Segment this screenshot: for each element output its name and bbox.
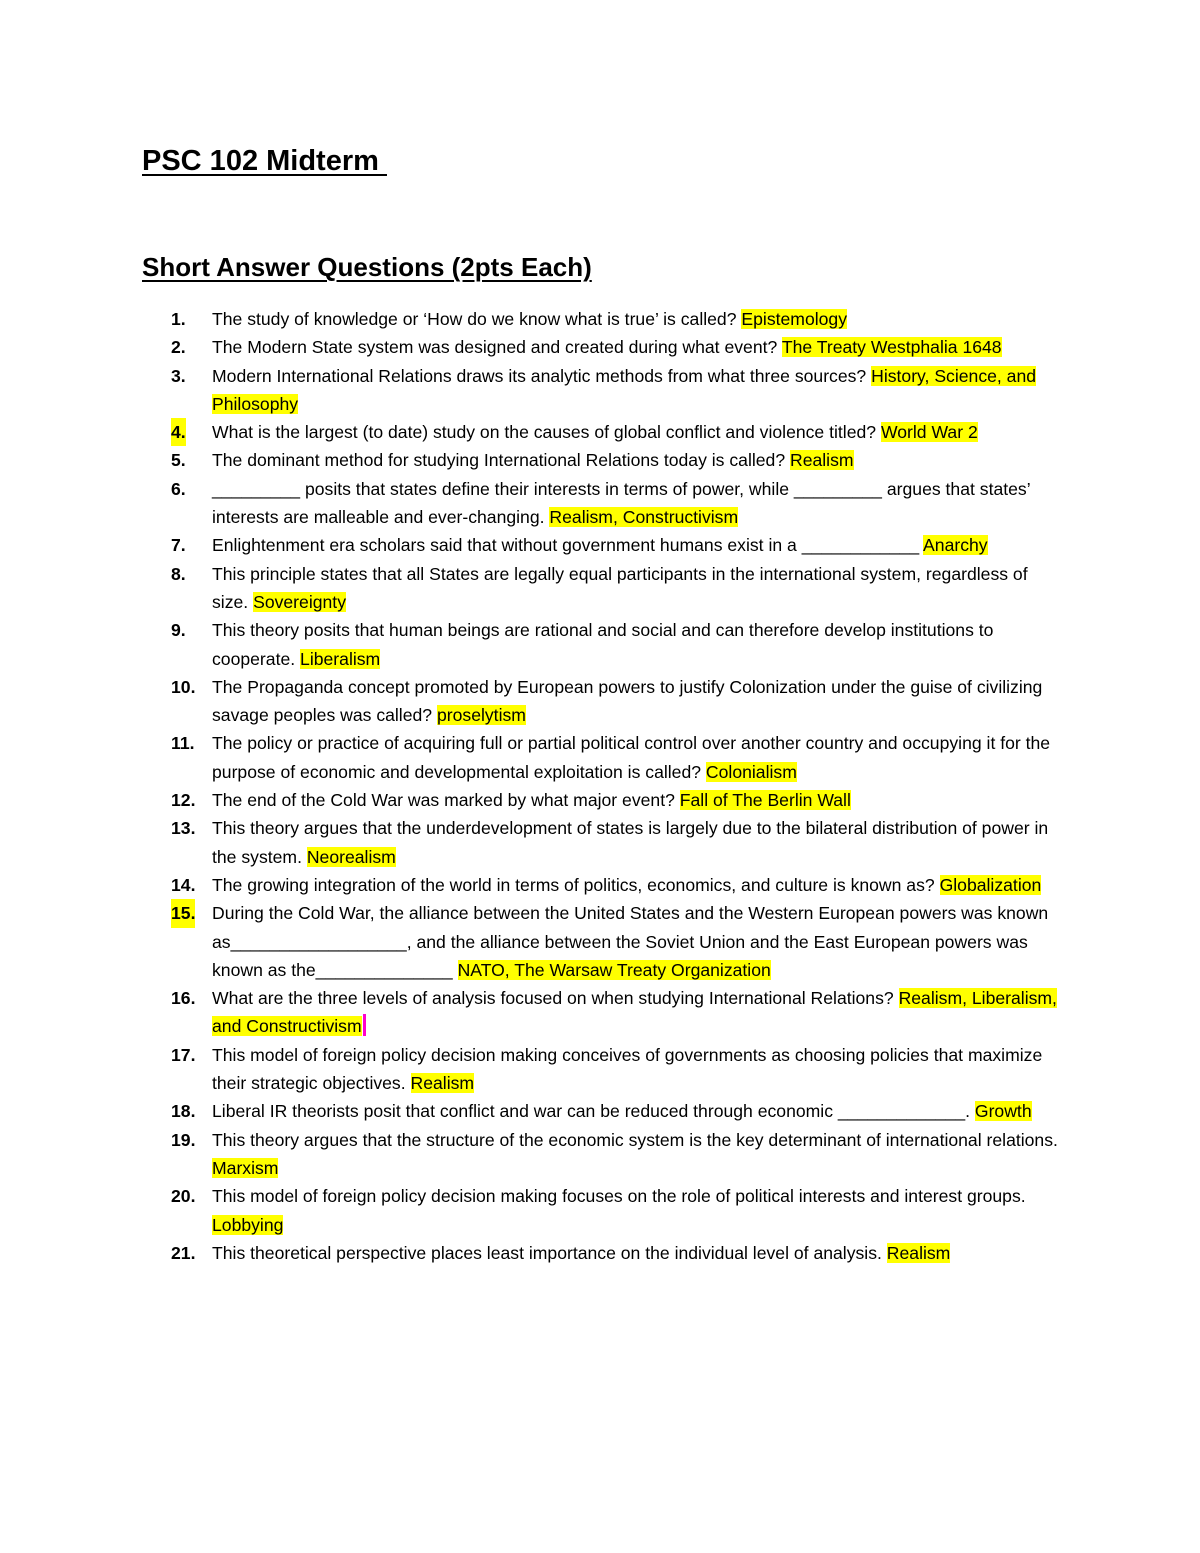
answer-highlight: Neorealism (306, 846, 396, 867)
question-number: 3. (171, 365, 186, 386)
question-number: 16. (171, 988, 196, 1009)
question-item (171, 984, 1061, 1041)
question-text: This model of foreign policy decision making focuses on the role of political interests and interest groups. (212, 1186, 1026, 1207)
question-text: The Propaganda concept promoted by European powers to justify Colonization under the guise of civilizing savage peoples was called? (212, 676, 1043, 726)
question-number: 4. (171, 418, 186, 446)
question-text: This principle states that all States are legally equal participants in the international system, regardless of size. (212, 563, 1028, 612)
question-item (171, 418, 1061, 446)
answer-highlight: History, Science, and Philosophy (212, 365, 1037, 414)
question-number: 5. (171, 450, 186, 471)
question-number: 10. (171, 676, 196, 697)
question-item (171, 1126, 1061, 1183)
question-text: This theoretical perspective places least importance on the individual level of analysis. (212, 1242, 887, 1263)
answer-highlight: Realism, Constructivism (549, 507, 739, 528)
question-text: Modern International Relations draws its analytic methods from what three sources? (212, 365, 872, 386)
text-cursor-mark (363, 1014, 366, 1036)
question-item (171, 616, 1061, 673)
answer-highlight: Epistemology (741, 309, 848, 329)
question-number: 14. (171, 874, 196, 895)
question-number: 20. (171, 1186, 196, 1207)
question-text: The study of knowledge or ‘How do we know what is true’ is called? (212, 309, 742, 329)
question-item (171, 446, 1061, 474)
question-text: This theory argues that the underdevelopment of states is largely due to the bilateral distribution of power in the system. (212, 818, 1049, 867)
question-item (171, 333, 1061, 361)
question-text: This theory argues that the structure of the economic system is the key determinant of international relations. (212, 1129, 1058, 1150)
question-text: Enlightenment era scholars said that without government humans exist in a ____________ (212, 535, 924, 556)
answer-highlight: Fall of The Berlin Wall (679, 790, 851, 811)
question-text: This model of foreign policy decision making conceives of governments as choosing policies that maximize their strategic objectives. (212, 1044, 1043, 1094)
question-number: 13. (171, 818, 196, 839)
question-number: 2. (171, 337, 186, 358)
question-item (171, 729, 1061, 786)
question-item (171, 305, 1061, 333)
answer-highlight: Colonialism (705, 761, 797, 782)
answer-highlight: Realism (410, 1073, 475, 1094)
answer-highlight: Realism (790, 450, 854, 471)
question-item (171, 673, 1061, 730)
question-number: 12. (171, 790, 196, 811)
question-number: 7. (171, 535, 186, 556)
question-item (171, 1182, 1061, 1239)
question-item (171, 531, 1061, 559)
answer-highlight: NATO, The Warsaw Treaty Organization (457, 959, 771, 980)
question-item (171, 475, 1061, 532)
question-number: 15. (171, 899, 195, 927)
question-text: This theory posits that human beings are rational and social and can therefore develop institutions to cooperate. (212, 620, 994, 669)
question-text: The end of the Cold War was marked by what major event? (212, 790, 680, 811)
question-number: 8. (171, 563, 186, 584)
question-item (171, 786, 1061, 814)
question-number: 18. (171, 1101, 196, 1122)
answer-highlight: Growth (974, 1101, 1032, 1122)
question-number: 6. (171, 478, 186, 499)
question-number: 21. (171, 1242, 196, 1263)
answer-highlight: Realism, Liberalism, and Constructivism (212, 988, 1057, 1037)
question-item (171, 899, 1061, 984)
answer-highlight: proselytism (436, 705, 526, 726)
question-number: 19. (171, 1129, 196, 1150)
question-text: During the Cold War, the alliance between the United States and the Western European powers was known as__________________, and the alliance between the Soviet Union and the East European powers was known as the______________ (212, 903, 1049, 980)
document-title: PSC 102 Midterm (142, 145, 387, 177)
question-text: The policy or practice of acquiring full or partial political control over another country and occupying it for the purpose of economic and developmental exploitation is called? (212, 733, 1051, 782)
question-item (171, 1097, 1061, 1125)
question-list (171, 305, 1061, 1267)
answer-highlight: Marxism (212, 1157, 279, 1178)
question-text: The dominant method for studying International Relations today is called? (212, 450, 790, 471)
question-text: The growing integration of the world in terms of politics, economics, and culture is known as? (212, 874, 940, 895)
question-number: 17. (171, 1044, 196, 1065)
question-number: 9. (171, 620, 186, 641)
question-item (171, 814, 1061, 871)
question-text: The Modern State system was designed and created during what event? (212, 337, 782, 358)
question-text: Liberal IR theorists posit that conflict and war can be reduced through economic _____________. (212, 1101, 975, 1122)
question-text: What is the largest (to date) study on the causes of global conflict and violence titled? (212, 422, 881, 443)
answer-highlight: World War 2 (880, 422, 978, 443)
question-item (171, 1239, 1061, 1267)
question-item (171, 362, 1061, 419)
answer-highlight: The Treaty Westphalia 1648 (781, 337, 1002, 358)
question-item (171, 560, 1061, 617)
question-number: 1. (171, 309, 186, 329)
question-text: What are the three levels of analysis focused on when studying International Relations? (212, 988, 899, 1009)
answer-highlight: Anarchy (923, 535, 988, 556)
question-item (171, 1041, 1061, 1098)
answer-highlight: Sovereignty (253, 591, 346, 612)
answer-highlight: Globalization (939, 874, 1042, 895)
answer-highlight: Realism (886, 1242, 951, 1263)
question-number: 11. (171, 733, 195, 754)
question-text: _________ posits that states define their interests in terms of power, while _________ argues that states’ interests are malleable and ever-changing. (212, 478, 1030, 528)
answer-highlight: Liberalism (300, 648, 381, 669)
answer-highlight: Lobbying (212, 1214, 284, 1235)
section-heading: Short Answer Questions (2pts Each) (142, 252, 592, 282)
question-item (171, 871, 1061, 899)
